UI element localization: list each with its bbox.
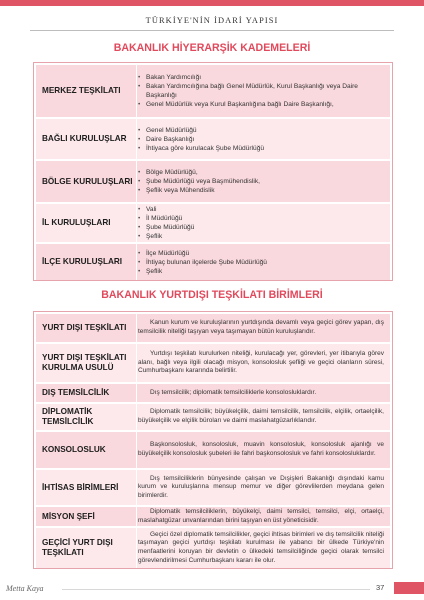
list-item: • İl Müdürlüğü xyxy=(138,214,384,223)
page-number: 37 xyxy=(376,583,385,592)
section-title-abroad: BAKANLIK YURTDIŞI TEŞKİLATI BİRİMLERİ xyxy=(101,289,323,301)
row-heading: MİSYON ŞEFİ xyxy=(42,511,95,521)
table-row xyxy=(36,161,390,202)
row-description: Yurtdışı teşkilatı kurulurken niteliği, kurulacağı yer, görevleri, yer itibarıyla görev alanı, bağlı veya ilgili olacağı misyon, konsolosluk şefliği ve geçici olanların süresi, Cumhurbaşkanı kararında belirtilir. xyxy=(138,350,384,375)
row-heading: İLÇE KURULUŞLARI xyxy=(42,257,123,266)
row-heading: MERKEZ TEŞKİLATI xyxy=(42,86,121,95)
table-row xyxy=(36,528,390,568)
row-heading: BAĞLI KURULUŞLAR xyxy=(42,134,127,143)
column-divider xyxy=(136,528,137,568)
list-item: • Şeflik xyxy=(138,232,384,241)
table-row xyxy=(36,384,390,402)
column-divider xyxy=(136,384,137,402)
row-heading: İL KURULUŞLARI xyxy=(42,218,111,227)
top-accent-bar xyxy=(0,0,424,6)
table-row xyxy=(36,432,390,468)
table-row xyxy=(36,314,390,342)
column-divider xyxy=(136,244,137,280)
abroad-units-table xyxy=(33,311,393,569)
row-description: Geçici özel diplomatik temsilcilikler, geçici ihtisas birimleri ve dış temsilcilik niteliği taşımayan geçici yurtdışı teşkilatı kurulması ile yabancı bir ülkede Türkiye'nin menfaatlerini koruyan bir devletin o ülkedeki temsilciliğinde geçici olarak temsilci görevlendirilmesi Cumhurbaşkanı kararı ile olur. xyxy=(138,530,384,564)
table-row xyxy=(36,65,390,117)
table-row xyxy=(36,470,390,505)
section-title-hierarchy: BAKANLIK HİYERARŞİK KADEMELERİ xyxy=(113,42,311,54)
list-item: • Şeflik veya Mühendislik xyxy=(138,186,384,195)
running-header: TÜRKİYE'NİN İDARİ YAPISI xyxy=(145,16,279,25)
table-row xyxy=(36,507,390,526)
row-bullet-list xyxy=(134,161,390,202)
column-divider xyxy=(136,404,137,430)
list-item: • Daire Başkanlığı xyxy=(138,135,384,144)
row-heading: DIŞ TEMSİLCİLİK xyxy=(42,388,110,397)
column-divider xyxy=(136,314,137,342)
row-heading: DİPLOMATİK TEMSİLCİLİK xyxy=(42,407,94,426)
row-description: Başkonsolosluk, konsolosluk, muavin konsolosluk, konsolosluk ajanlığı ve büyükelçilik konsolosluk şubeleri ile fahri başkonsolosluk ve fahri konsolosluklardır. xyxy=(138,441,384,457)
author-name: Metta Kaya xyxy=(6,584,44,593)
row-description: Kanun kurum ve kuruluşlarının yurtdışında devamlı veya geçici görev yapan, dış temsilcilik niteliği taşıyan veya taşımayan bütün kuruluşlarıdır. xyxy=(138,319,384,335)
row-bullet-list xyxy=(134,119,390,159)
list-item: • İhtiyaca göre kurulacak Şube Müdürlüğü xyxy=(138,144,384,153)
column-divider xyxy=(136,161,137,202)
list-item: • Bakan Yardımcılığına bağlı Genel Müdürlük, Kurul Başkanlığı veya Daire Başkanlığı xyxy=(138,82,384,100)
list-item: • Şube Müdürlüğü xyxy=(138,223,384,232)
column-divider xyxy=(136,204,137,242)
row-description: Diplomatik temsilcilik; büyükelçilik, daimi temsilcilik, temsilcilik, elçilik, ortaelçilik, büyükelçilik ve elçilik büroları ve daimi maslahatgüzarlıklarıdır. xyxy=(138,408,384,424)
table-row xyxy=(36,119,390,159)
list-item: • Vali xyxy=(138,205,384,214)
row-bullet-list xyxy=(134,204,390,242)
row-bullet-list xyxy=(134,244,390,280)
row-heading: KONSOLOSLUK xyxy=(42,445,106,454)
list-item: • Şube Müdürlüğü veya Başmühendislik, xyxy=(138,177,384,186)
row-description: Dış temsilciliklerin bünyesinde çalışan ve Dışişleri Bakanlığı dışındaki kamu kurum ve kuruluşlarına mensup memur ve diğer görevlilerden meydana gelen birimlerdir. xyxy=(138,474,384,499)
column-divider xyxy=(136,507,137,526)
table-row xyxy=(36,244,390,280)
list-item: • Genel Müdürlük veya Kurul Başkanlığına bağlı Daire Başkanlığı, xyxy=(138,100,384,109)
header-rule xyxy=(30,30,394,31)
row-bullet-list xyxy=(134,65,390,117)
table-row xyxy=(36,344,390,382)
list-item: • Genel Müdürlüğü xyxy=(138,126,384,135)
row-heading: İHTİSAS BİRİMLERİ xyxy=(42,482,119,492)
list-item: • Şeflik xyxy=(138,267,384,276)
column-divider xyxy=(136,344,137,382)
row-heading: BÖLGE KURULUŞLARI xyxy=(42,176,133,186)
row-heading: YURT DIŞI TEŞKİLATI KURULMA USULÜ xyxy=(42,353,127,372)
row-description: Diplomatik temsilciliklerin, büyükelçi, daimi temsilci, temsilci, elçi, ortaelçi, maslahatgüzar unvanlarından birini taşıyan en üst yöneticisidir. xyxy=(138,507,384,524)
list-item: • İhtiyaç bulunan ilçelerde Şube Müdürlüğü xyxy=(138,258,384,267)
list-item: • Bakan Yardımcılığı xyxy=(138,73,384,82)
table-row xyxy=(36,204,390,242)
hierarchy-table xyxy=(33,62,393,281)
list-item: • İlçe Müdürlüğü xyxy=(138,249,384,258)
column-divider xyxy=(136,432,137,468)
list-item: • Bölge Müdürlüğü, xyxy=(138,168,384,177)
row-description: Dış temsilcilik; diplomatik temsilciliklerle konsolosluklardır. xyxy=(150,388,317,396)
row-heading: YURT DIŞI TEŞKİLATI xyxy=(42,323,127,332)
table-row xyxy=(36,404,390,430)
footer-accent-block xyxy=(394,582,424,594)
row-heading: GEÇİCİ YURT DIŞI TEŞKİLATI xyxy=(42,538,113,557)
column-divider xyxy=(136,65,137,117)
column-divider xyxy=(136,470,137,505)
column-divider xyxy=(136,119,137,159)
footer-rule xyxy=(62,589,370,590)
